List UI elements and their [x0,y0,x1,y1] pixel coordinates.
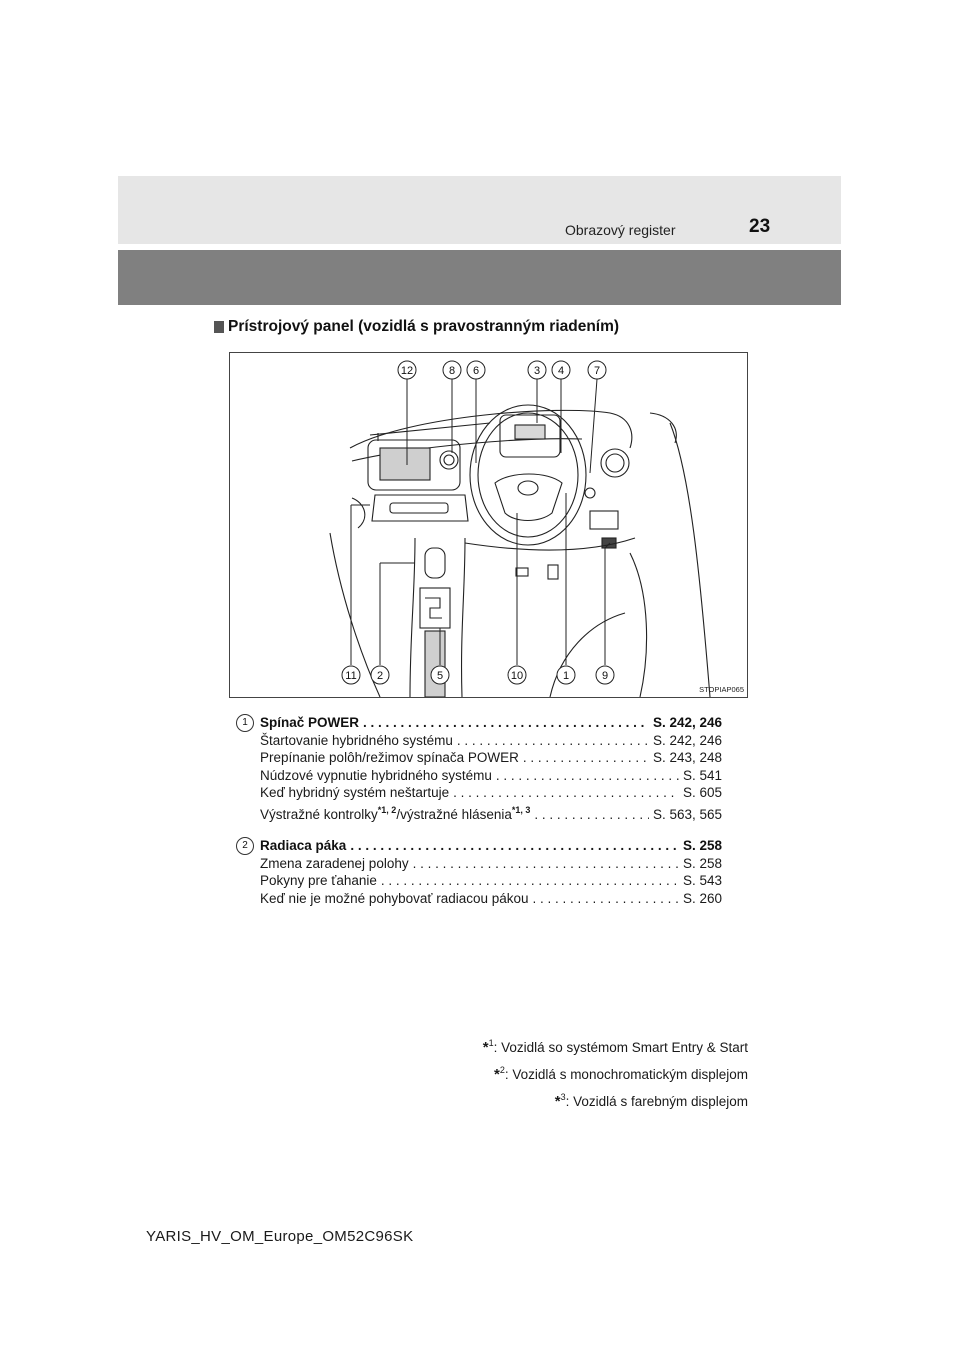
entry-main-line [260,837,722,855]
footnote-number: 2 [499,1065,505,1075]
callout-7 [588,361,606,379]
svg-text:12: 12 [400,365,414,377]
sub-entry-label: Štartovanie hybridného systému [260,732,453,748]
subsection-title: Prístrojový panel (vozidlá s pravostranným riadením) [228,318,620,335]
svg-text:10: 10 [510,670,524,682]
svg-text:11: 11 [345,670,357,682]
warning-messages-label: /výstražné hlásenia [396,806,512,822]
footnote-text: : Vozidlá so systémom Smart Entry & Start [493,1040,748,1055]
sub-entry-label: Keď nie je možné pohybovať radiacou pákou [260,890,529,906]
callout-11 [342,666,360,684]
footnote-text: : Vozidlá s monochromatickým displejom [504,1067,748,1082]
sub-entry-label [260,802,530,824]
entry-sub-line [260,872,722,890]
sub-entry-label: Prepínanie polôh/režimov spínača POWER [260,750,519,765]
footnotes [483,1032,748,1113]
footnote-3 [483,1086,748,1113]
svg-text:4: 4 [557,365,565,377]
sub-entry-label: Núdzové vypnutie hybridného systému [260,767,492,783]
page-number: 23 [749,216,771,237]
callout-8 [443,361,461,379]
figure-code: STOPIAP065 [699,685,744,694]
leader-dots [534,806,649,824]
section-title: Obrazový register [565,222,676,238]
leader-dots [363,714,649,732]
page-reference: S. 541 [682,767,722,783]
svg-text:8: 8 [448,365,456,377]
footnote-text: : Vozidlá s farebným displejom [565,1094,748,1109]
dashboard-drawing [230,353,747,697]
section-band [118,250,841,305]
dashboard-illustration [229,352,748,698]
page-reference: S. 242, 246 [652,732,722,748]
callout-6 [467,361,485,379]
leader-dots [496,767,679,785]
entry-sub-line [260,802,722,824]
entry-sub-line [260,784,722,802]
header-band [118,176,841,244]
callout-10 [508,666,526,684]
footnote-1 [483,1032,748,1059]
footnote-number: 3 [560,1092,566,1102]
callout-9 [596,666,614,684]
leader-dots [350,837,679,855]
entry-sub-line [260,732,722,750]
footnote-marker: *1, 2 [377,804,397,815]
subsection-heading [214,318,619,336]
entry-title: Radiaca páka [260,838,347,853]
callout-12 [398,361,416,379]
sub-entry-label: Keď hybridný systém neštartuje [260,785,450,800]
leader-dots [453,784,679,802]
footnote-number: 1 [488,1038,494,1048]
page-reference: S. 605 [682,785,722,800]
entry-sub-line [260,890,722,908]
index-entries [236,714,722,921]
entry-sub-line [260,767,722,785]
entry-title: Spínač POWER [260,715,360,730]
callout-4 [552,361,570,379]
svg-text:7: 7 [593,365,601,377]
callout-3 [528,361,546,379]
square-bullet-icon [214,321,224,333]
callout-5 [431,666,449,684]
page-reference: S. 243, 248 [652,750,722,765]
footnote-marker: *1, 3 [511,804,531,815]
entry-number: 2 [236,837,254,855]
entry-sub-line [260,749,722,767]
footnote-star: * [554,1093,561,1110]
entry-sub-line [260,855,722,873]
footnote-2 [483,1059,748,1086]
sub-entry-label: Zmena zaradenej polohy [260,855,409,871]
svg-text:1: 1 [562,670,570,682]
leader-dots [457,732,649,750]
sub-entry-label: Pokyny pre ťahanie [260,873,377,888]
svg-text:2: 2 [376,670,384,682]
leader-dots [381,872,679,890]
svg-text:9: 9 [601,670,609,682]
leader-dots [413,855,679,873]
footnote-star: * [494,1066,500,1083]
entry-1 [236,714,722,823]
document-code: YARIS_HV_OM_Europe_OM52C96SK [146,1228,414,1245]
svg-text:5: 5 [436,670,444,682]
leader-dots [523,749,649,767]
entry-number: 1 [236,714,254,732]
page-reference: S. 258 [682,855,722,871]
svg-text:6: 6 [472,365,480,377]
callout-2 [371,666,389,684]
page-reference: S. 563, 565 [652,806,722,822]
warning-lights-label: Výstražné kontrolky [260,806,378,822]
footnote-star: * [482,1039,489,1056]
leader-dots [533,890,679,908]
page-reference: S. 260 [682,890,722,906]
entry-2 [236,837,722,907]
page-reference: S. 258 [682,838,722,853]
svg-text:3: 3 [533,365,541,377]
entry-main-line [260,714,722,732]
page-reference: S. 543 [682,873,722,888]
callout-1 [557,666,575,684]
page-reference: S. 242, 246 [652,715,722,730]
